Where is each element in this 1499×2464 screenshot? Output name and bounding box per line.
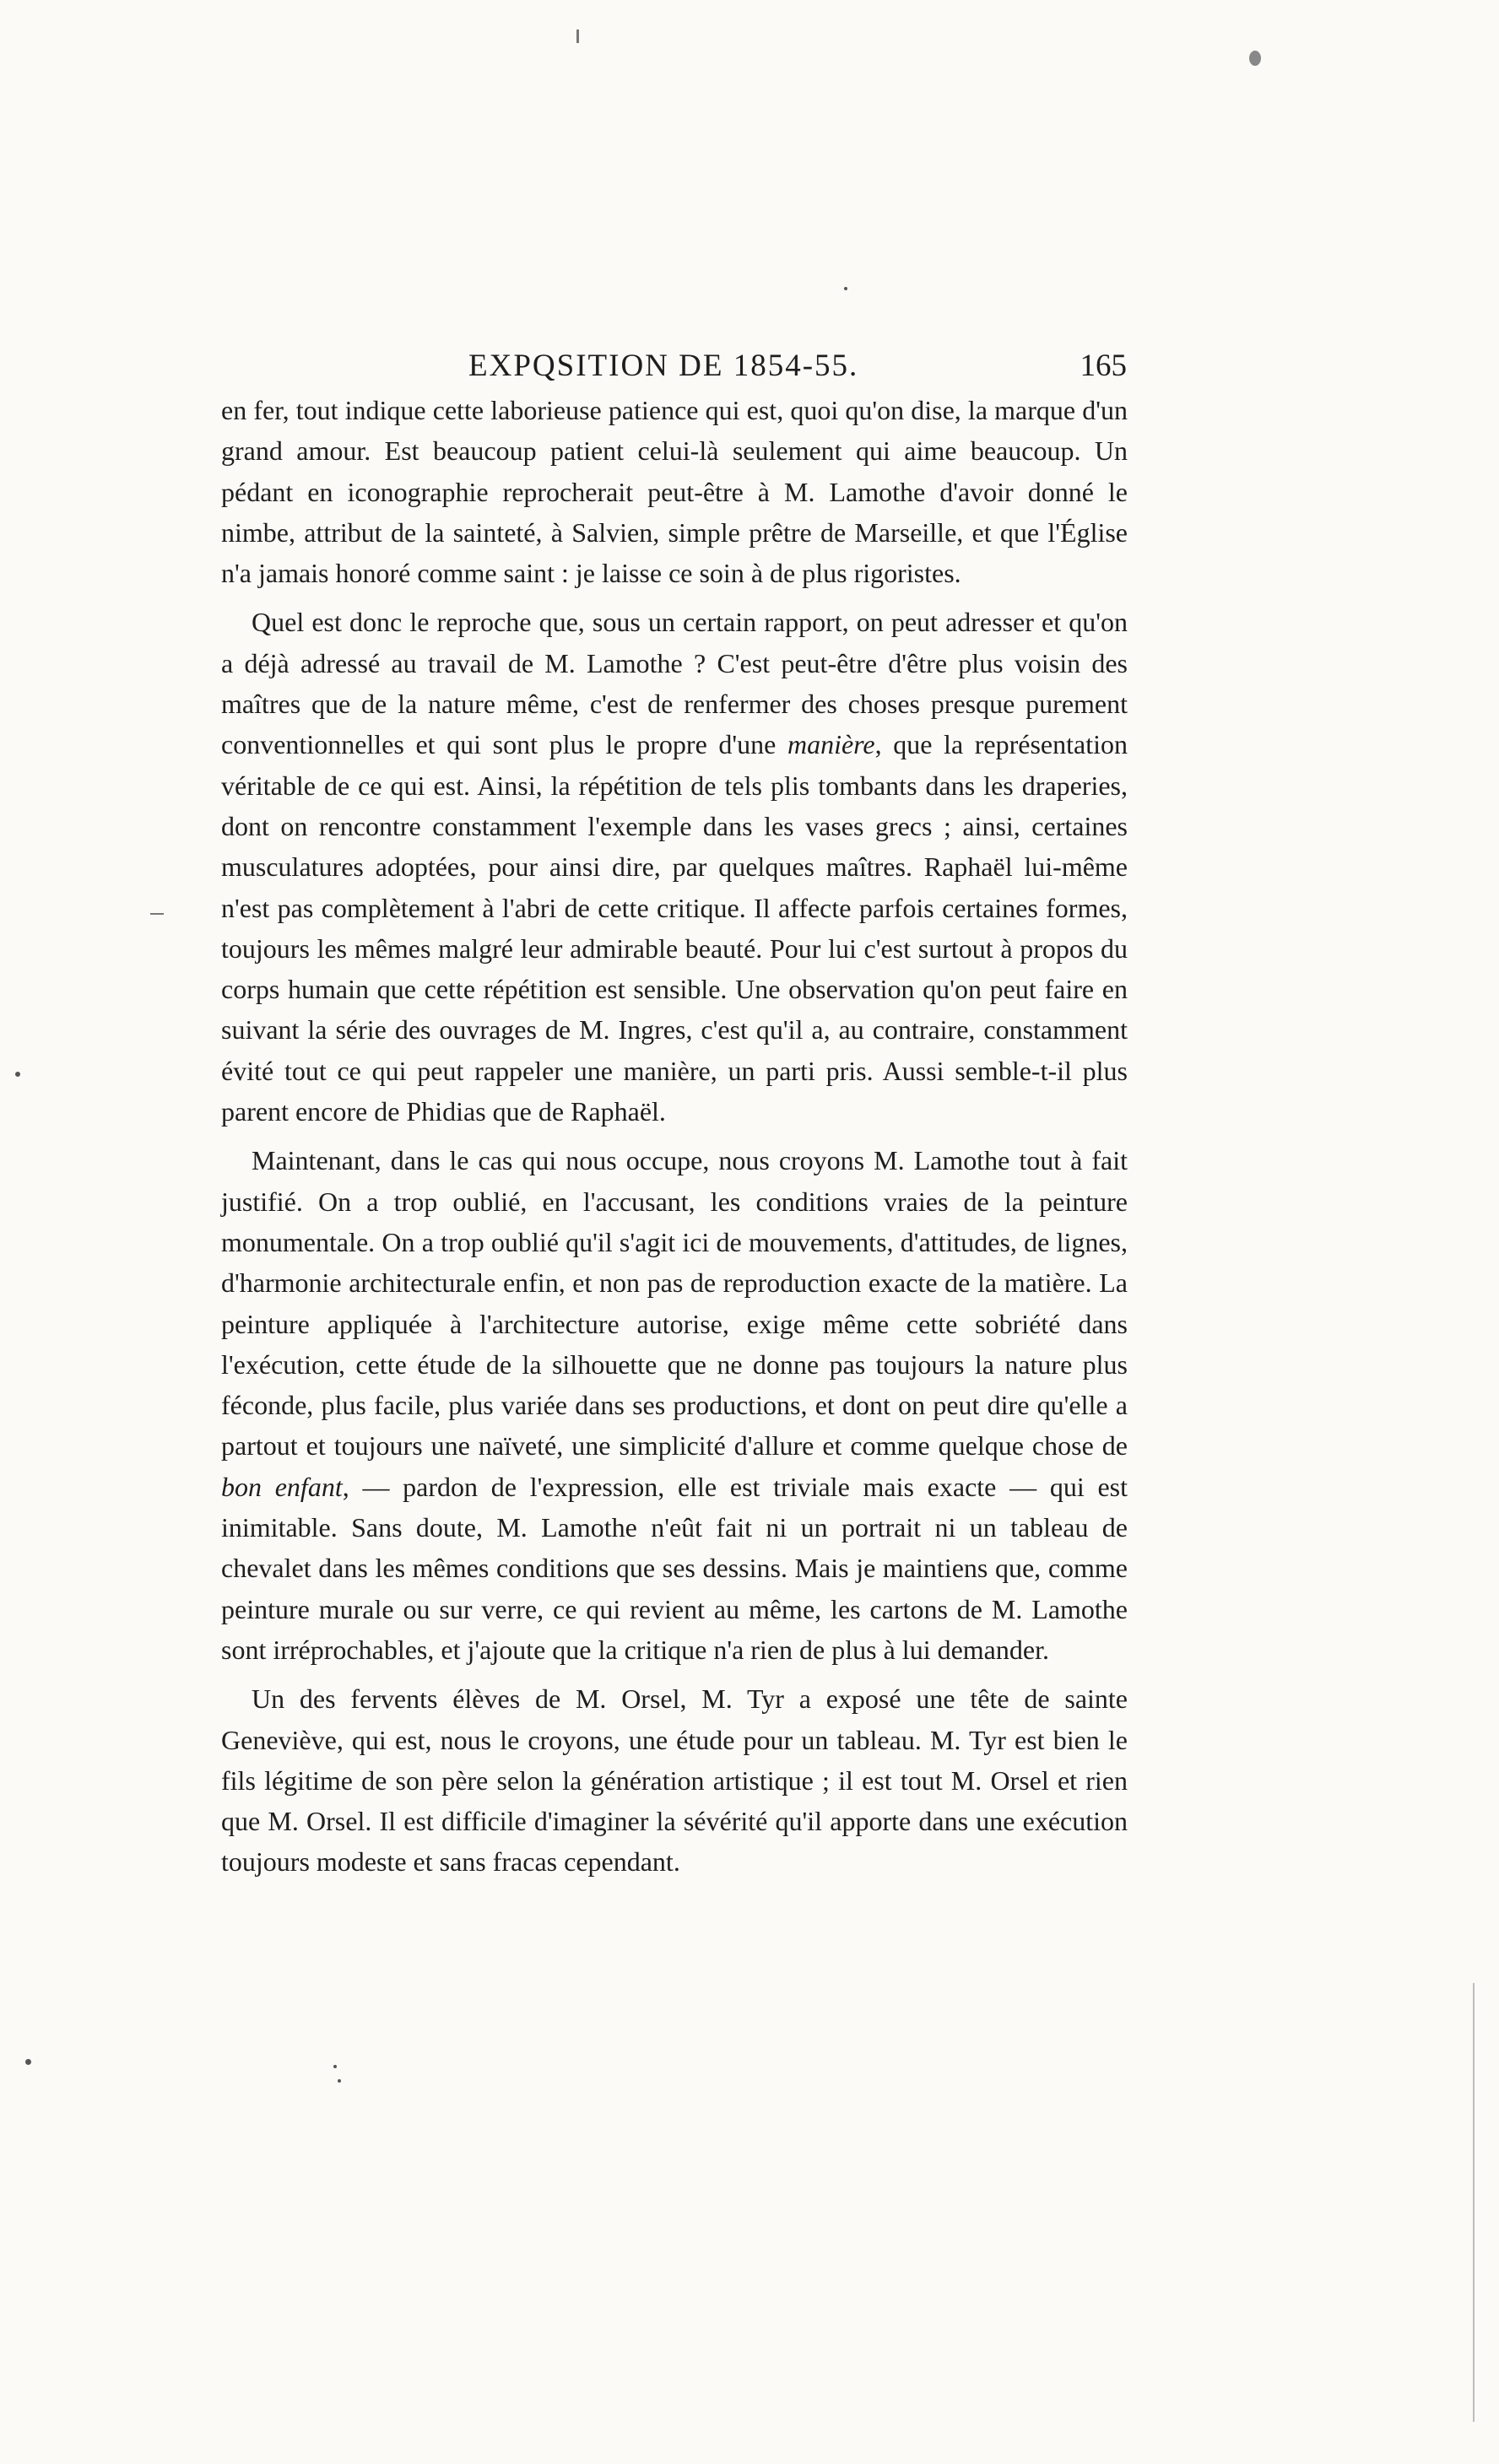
paragraph-2 — [221, 602, 1128, 1132]
paragraph-3 — [221, 1140, 1128, 1670]
running-title: EXPQSITION DE 1854-55. — [468, 349, 859, 383]
scan-mark — [150, 913, 164, 915]
page-number: 165 — [1080, 349, 1127, 383]
paragraph-3-italic: bon enfant — [221, 1471, 343, 1502]
scan-speck — [333, 2065, 337, 2068]
paragraph-2-text-b: , que la représentation véritable de ce qui est. Ainsi, la répétition de tels plis tombants dans les draperies, dont on rencontre constamment l'exemple dans les vases grecs ; ainsi, certaines musculatures adoptées, pour ainsi dire, par quelques maîtres. Raphaël lui-même n'est pas complètement à l'abri de cette critique. Il affecte parfois certaines formes, toujours les mêmes malgré leur admirable beauté. Pour lui c'est surtout à propos du corps humain que cette répétition est sensible. Une observation qu'on peut faire en suivant la série des ouvrages de M. Ingres, c'est qu'il a, au contraire, constamment évité tout ce qui peut rappeler une manière, un parti pris. Aussi semble-t-il plus parent encore de Phidias que de Raphaël. — [221, 729, 1128, 1127]
scan-speck — [1249, 51, 1261, 66]
paragraph-2-italic: manière — [787, 729, 875, 760]
paragraph-3-text-a: Maintenant, dans le cas qui nous occupe, nous croyons M. Lamothe tout à fait justifié. On a trop oublié, en l'accusant, les conditions vraies de la peinture monumentale. On a trop oublié qu'il s'agit ici de mouvements, d'attitudes, de lignes, d'harmonie architecturale enfin, et non pas de reproduction exacte de la matière. La peinture appliquée à l'architecture autorise, exige même cette sobriété dans l'exécution, cette étude de la silhouette que ne donne pas toujours la nature plus féconde, plus facile, plus variée dans ses productions, et dont on peut dire qu'elle a partout et toujours une naïveté, une simplicité d'allure et comme quelque chose de — [221, 1145, 1128, 1462]
paragraph-1: en fer, tout indique cette laborieuse patience qui est, quoi qu'on dise, la marque d'un grand amour. Est beaucoup patient celui-là seulement qui aime beaucoup. Un pédant en iconographie reprocherait peut-être à M. Lamothe d'avoir donné le nimbe, attribut de la sainteté, à Salvien, simple prêtre de Marseille, et que l'Église n'a jamais honoré comme saint : je laisse ce soin à de plus rigoristes. — [221, 395, 1128, 589]
scan-speck — [338, 2079, 341, 2083]
paragraph-3-text-b: , — pardon de l'expression, elle est triviale mais exacte — qui est inimitable. Sans doute, M. Lamothe n'eût fait ni un portrait ni un tableau de chevalet dans les mêmes conditions que ses dessins. Mais je maintiens que, comme peinture murale ou sur verre, ce qui revient au même, les cartons de M. Lamothe sont irréprochables, et j'ajoute que la critique n'a rien de plus à lui demander. — [221, 1471, 1128, 1665]
scan-speck — [25, 2059, 31, 2065]
scan-mark — [1473, 1983, 1475, 2422]
paragraph-4: Un des fervents élèves de M. Orsel, M. Tyr a exposé une tête de sainte Geneviève, qui est, nous le croyons, une étude pour un tableau. M. Tyr est bien le fils légitime de son père selon la génération artistique ; il est tout M. Orsel et rien que M. Orsel. Il est difficile d'imaginer la sévérité qu'il apporte dans une exécution toujours modeste et sans fracas cependant. — [221, 1683, 1128, 1878]
scan-speck — [15, 1072, 20, 1077]
paragraph-2-text-a: Quel est donc le reproche que, sous un certain rapport, on peut adresser et qu'on a déjà adressé au travail de M. Lamothe ? C'est peut-être d'être plus voisin des maîtres que de la nature même, c'est de renfermer des choses presque purement conventionnelles et qui sont plus le propre d'une — [221, 607, 1128, 760]
scan-speck — [844, 287, 847, 290]
body-text — [221, 390, 1128, 1883]
scan-mark — [576, 30, 579, 43]
